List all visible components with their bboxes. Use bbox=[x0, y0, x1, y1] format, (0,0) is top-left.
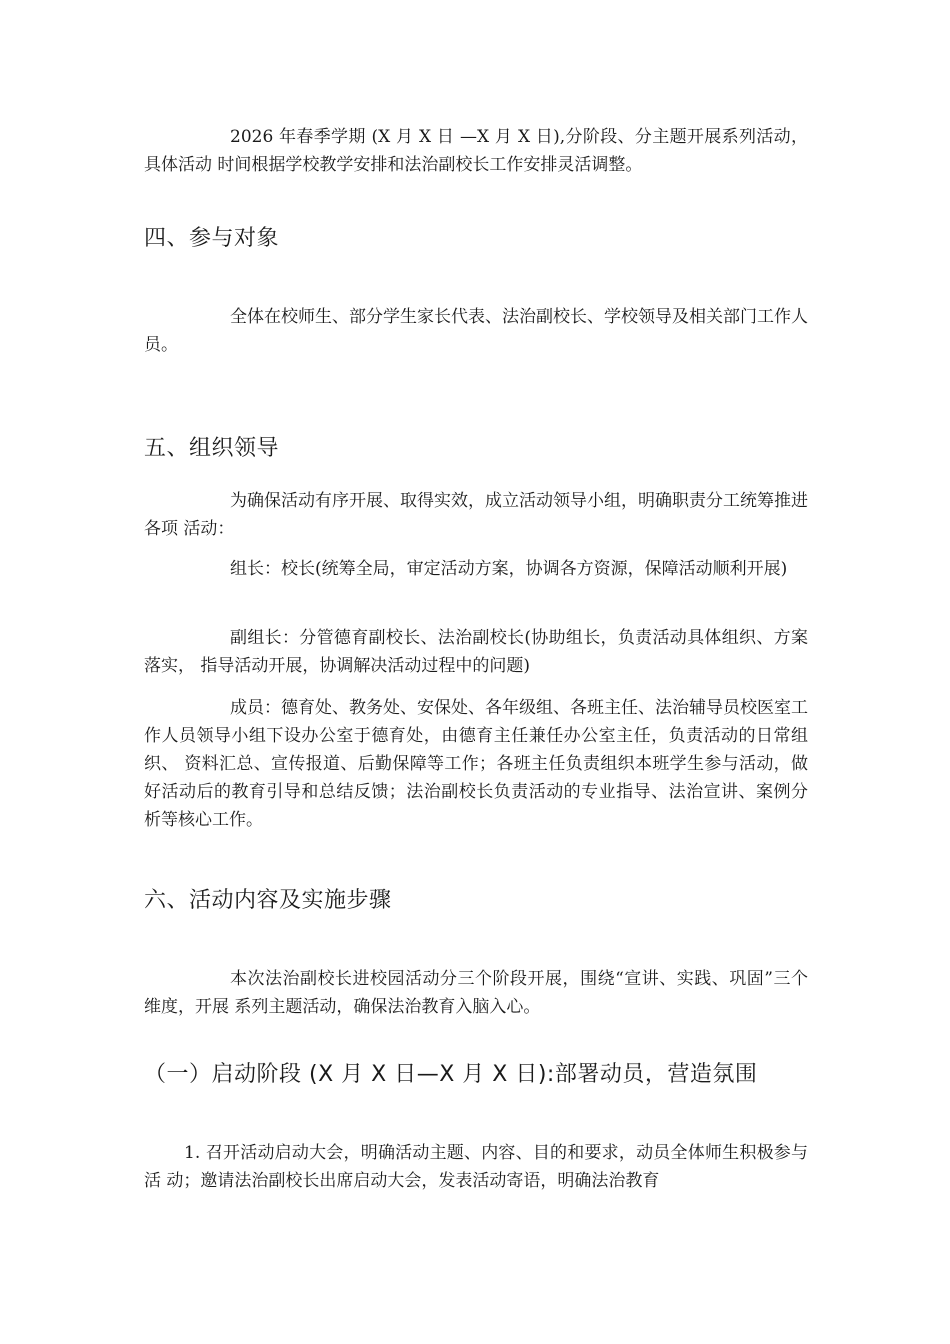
paragraph-deputy-leader: 副组长：分管德育副校长、法治副校长(协助组长，负责活动具体组织、方案落实， 指导活动开展，协调解决活动过程中的问题) bbox=[144, 628, 808, 676]
section-heading-organization: 五、组织领导 bbox=[144, 436, 280, 461]
paragraph-group-leader: 组长：校长(统筹全局，审定活动方案，协调各方资源，保障活动顺利开展) bbox=[230, 559, 788, 579]
section-heading-participants: 四、参与对象 bbox=[144, 226, 280, 251]
paragraph-organization-intro: 为确保活动有序开展、取得实效，成立活动领导小组，明确职责分工统筹推进各项 活动： bbox=[144, 491, 808, 539]
section-heading-steps: 六、活动内容及实施步骤 bbox=[144, 888, 392, 913]
paragraph-members: 成员：德育处、教务处、安保处、各年级组、各班主任、法治辅导员校医室工作人员领导小组下设办公室于德育处，由德育主任兼任办公室主任，负责活动的日常组织、 资料汇总、宣传报道、后勤保障等工作；各班主任负责组织本班学生参与活动，做好活动后的教育引导和总结反馈；法治副校长负责活动的专业指导、法治宣讲、案例分 析等核心工作。 bbox=[144, 698, 808, 830]
paragraph-steps-intro: 本次法治副校长进校园活动分三个阶段开展，围绕“宣讲、实践、巩固”三个维度，开展 系列主题活动，确保法治教育入脑入心。 bbox=[144, 969, 808, 1017]
paragraph-item-1: 1. 召开活动启动大会，明确活动主题、内容、目的和要求，动员全体师生积极参与活 动；邀请法治副校长出席启动大会，发表活动寄语，明确法治教育 bbox=[144, 1143, 808, 1191]
subsection-heading-stage1: （一）启动阶段 (X 月 X 日—X 月 X 日):部署动员，营造氛围 bbox=[144, 1062, 758, 1087]
paragraph-activity-time: 2026 年春季学期 (X 月 X 日 —X 月 X 日),分阶段、分主题开展系列活动，具体活动 时间根据学校教学安排和法治副校长工作安排灵活调整。 bbox=[144, 127, 808, 175]
paragraph-participants: 全体在校师生、部分学生家长代表、法治副校长、学校领导及相关部门工作人员。 bbox=[144, 307, 808, 355]
